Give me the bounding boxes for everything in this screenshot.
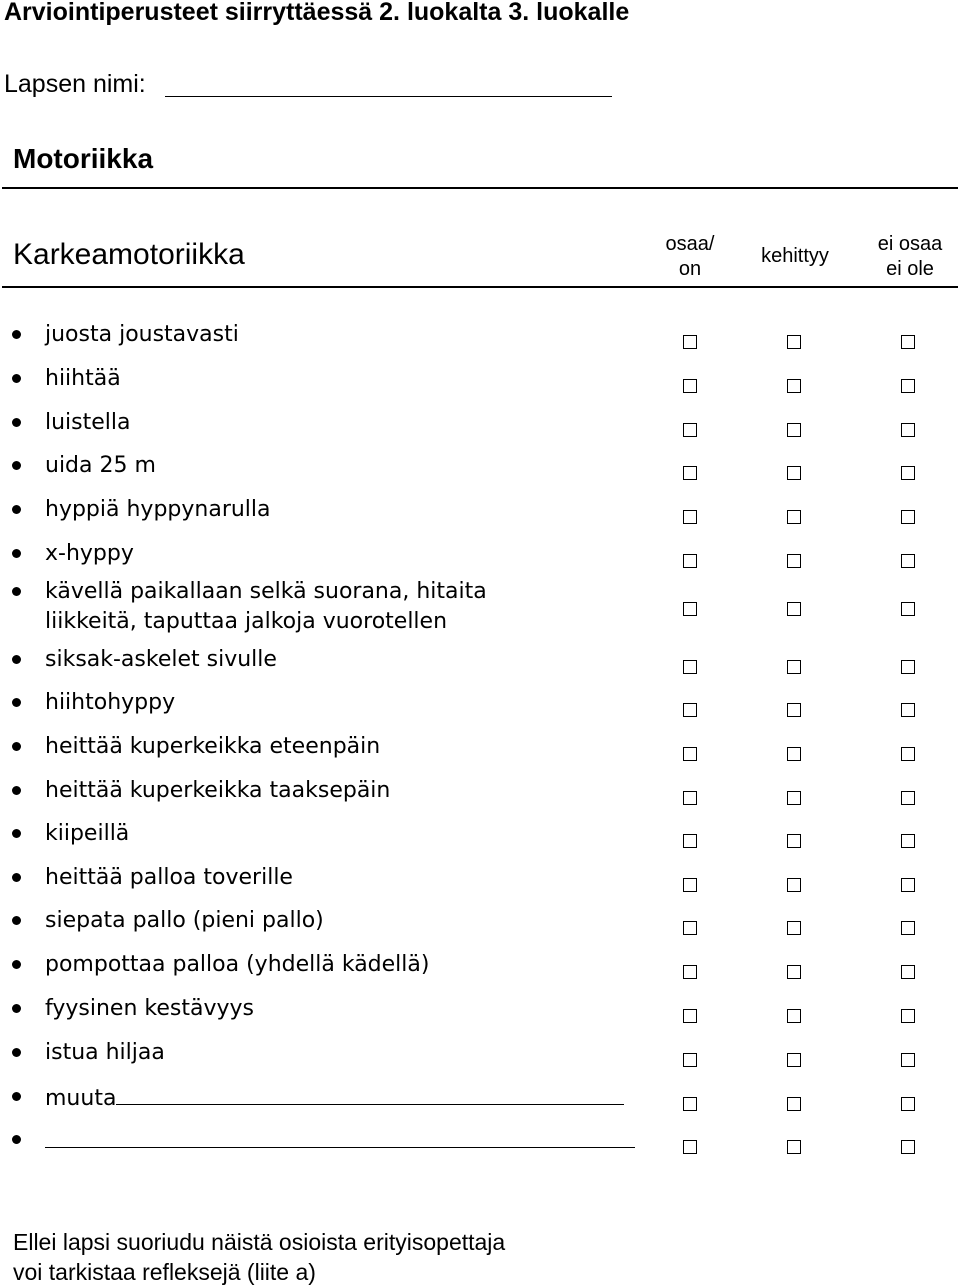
can-checkbox[interactable] [683, 834, 697, 848]
developing-checkbox[interactable] [787, 1009, 801, 1023]
skill-label: siepata pallo (pieni pallo) [45, 908, 324, 933]
bullet-icon [12, 960, 21, 969]
header-divider [2, 286, 958, 288]
cannot-checkbox[interactable] [901, 747, 915, 761]
section-divider [2, 187, 958, 189]
bullet-icon [12, 418, 21, 427]
can-checkbox[interactable] [683, 1140, 697, 1154]
can-checkbox[interactable] [683, 335, 697, 349]
can-checkbox[interactable] [683, 379, 697, 393]
bullet-icon [12, 1048, 21, 1057]
cannot-checkbox[interactable] [901, 921, 915, 935]
can-checkbox[interactable] [683, 791, 697, 805]
skill-label: fyysinen kestävyys [45, 996, 254, 1021]
bullet-icon [12, 374, 21, 383]
skill-label: pompottaa palloa (yhdellä kädellä) [45, 952, 430, 977]
skill-label: x-hyppy [45, 541, 134, 566]
developing-checkbox[interactable] [787, 965, 801, 979]
skill-label: heittää kuperkeikka taaksepäin [45, 778, 391, 803]
cannot-checkbox[interactable] [901, 834, 915, 848]
developing-checkbox[interactable] [787, 335, 801, 349]
write-in-line[interactable] [45, 1125, 635, 1148]
child-name-label: Lapsen nimi: [4, 70, 146, 98]
skill-label: uida 25 m [45, 453, 156, 478]
skill-label: juosta joustavasti [45, 322, 239, 347]
developing-checkbox[interactable] [787, 791, 801, 805]
bullet-icon [12, 829, 21, 838]
developing-checkbox[interactable] [787, 554, 801, 568]
developing-checkbox[interactable] [787, 602, 801, 616]
cannot-checkbox[interactable] [901, 1140, 915, 1154]
developing-checkbox[interactable] [787, 921, 801, 935]
can-checkbox[interactable] [683, 747, 697, 761]
skill-label [45, 1125, 635, 1157]
skill-label: istua hiljaa [45, 1040, 165, 1065]
bullet-icon [12, 873, 21, 882]
cannot-checkbox[interactable] [901, 1097, 915, 1111]
cannot-checkbox[interactable] [901, 423, 915, 437]
developing-checkbox[interactable] [787, 834, 801, 848]
can-checkbox[interactable] [683, 1097, 697, 1111]
bullet-icon [12, 916, 21, 925]
bullet-icon [12, 786, 21, 795]
skill-label: hiihtää [45, 366, 121, 391]
bullet-icon [12, 587, 21, 596]
developing-checkbox[interactable] [787, 466, 801, 480]
column-header-developing: kehittyy [761, 245, 829, 267]
developing-checkbox[interactable] [787, 747, 801, 761]
bullet-icon [12, 1135, 21, 1144]
cannot-checkbox[interactable] [901, 791, 915, 805]
skill-label: luistella [45, 410, 131, 435]
can-checkbox[interactable] [683, 554, 697, 568]
cannot-checkbox[interactable] [901, 335, 915, 349]
cannot-checkbox[interactable] [901, 379, 915, 393]
can-checkbox[interactable] [683, 921, 697, 935]
developing-checkbox[interactable] [787, 510, 801, 524]
skill-label: siksak-askelet sivulle [45, 647, 277, 672]
skill-label: hyppiä hyppynarulla [45, 497, 271, 522]
can-checkbox[interactable] [683, 965, 697, 979]
column-header-cannot: ei osaa ei ole [877, 233, 943, 280]
developing-checkbox[interactable] [787, 703, 801, 717]
can-checkbox[interactable] [683, 602, 697, 616]
developing-checkbox[interactable] [787, 1097, 801, 1111]
cannot-checkbox[interactable] [901, 660, 915, 674]
child-name-field[interactable] [165, 96, 612, 97]
can-checkbox[interactable] [683, 1053, 697, 1067]
bullet-icon [12, 330, 21, 339]
bullet-icon [12, 549, 21, 558]
developing-checkbox[interactable] [787, 379, 801, 393]
cannot-checkbox[interactable] [901, 554, 915, 568]
can-checkbox[interactable] [683, 878, 697, 892]
bullet-icon [12, 1004, 21, 1013]
bullet-icon [12, 461, 21, 470]
skill-label: kävellä paikallaan selkä suorana, hitaita liikkeitä, taputtaa jalkoja vuorotellen [45, 579, 487, 634]
skill-label: heittää kuperkeikka eteenpäin [45, 734, 381, 759]
skill-label: heittää palloa toverille [45, 865, 293, 890]
bullet-icon [12, 655, 21, 664]
cannot-checkbox[interactable] [901, 1009, 915, 1023]
footer-note: Ellei lapsi suoriudu näistä osioista erityisopettaja voi tarkistaa refleksejä (liite a) [13, 1229, 506, 1285]
skill-label: muuta [45, 1082, 624, 1114]
skill-label: hiihtohyppy [45, 690, 176, 715]
write-in-line[interactable] [116, 1082, 624, 1105]
can-checkbox[interactable] [683, 703, 697, 717]
cannot-checkbox[interactable] [901, 466, 915, 480]
can-checkbox[interactable] [683, 1009, 697, 1023]
developing-checkbox[interactable] [787, 878, 801, 892]
cannot-checkbox[interactable] [901, 1053, 915, 1067]
cannot-checkbox[interactable] [901, 878, 915, 892]
can-checkbox[interactable] [683, 423, 697, 437]
can-checkbox[interactable] [683, 510, 697, 524]
cannot-checkbox[interactable] [901, 602, 915, 616]
skill-label: kiipeillä [45, 821, 130, 846]
cannot-checkbox[interactable] [901, 703, 915, 717]
cannot-checkbox[interactable] [901, 965, 915, 979]
bullet-icon [12, 1092, 21, 1101]
page-title: Arviointiperusteet siirryttäessä 2. luokalta 3. luokalle [4, 0, 630, 26]
developing-checkbox[interactable] [787, 660, 801, 674]
bullet-icon [12, 742, 21, 751]
bullet-icon [12, 505, 21, 514]
developing-checkbox[interactable] [787, 1140, 801, 1154]
developing-checkbox[interactable] [787, 1053, 801, 1067]
can-checkbox[interactable] [683, 466, 697, 480]
cannot-checkbox[interactable] [901, 510, 915, 524]
subsection-title: Karkeamotoriikka [13, 238, 245, 271]
column-header-can: osaa/ on [665, 233, 715, 280]
developing-checkbox[interactable] [787, 423, 801, 437]
can-checkbox[interactable] [683, 660, 697, 674]
bullet-icon [12, 698, 21, 707]
section-title: Motoriikka [13, 143, 154, 174]
